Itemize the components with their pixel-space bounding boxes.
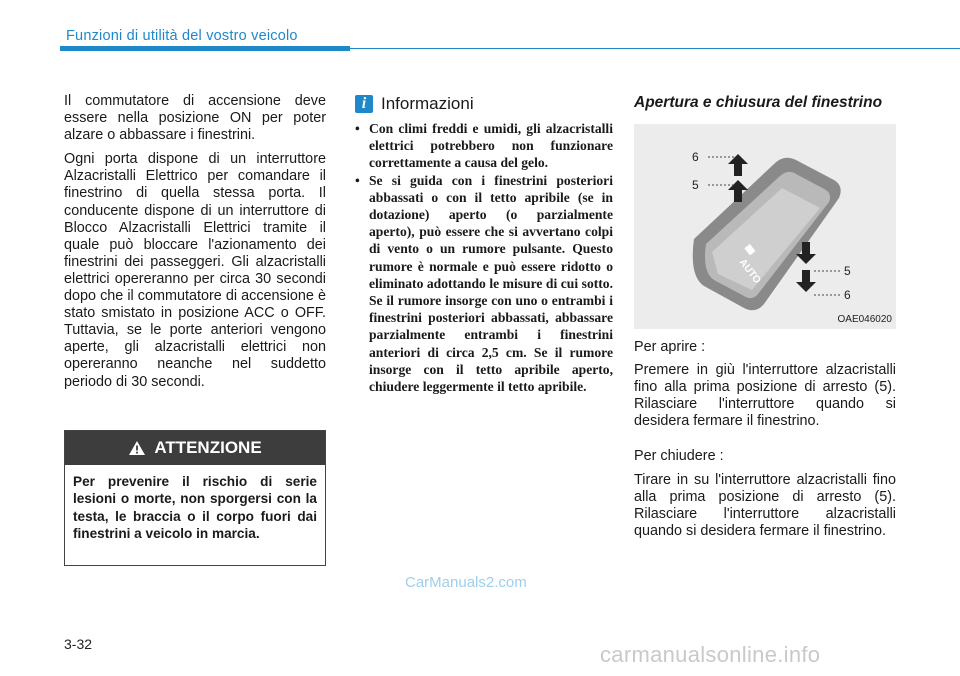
list-item: • Se si guida con i finestrini posteriori abbassati o con il tetto apribile (se in dotazione) aperto (o parzialmente aperto), può essere che si avvertano colpi di vento o un rumore pulsante. Questo rumore è normale e può essere ridotto o eliminato adottando le misure di cui sotto. Se il rumore insorge con uno o entrambi i finestrini posteriori abbassati, abbassare parzialmente entrambi i finestrini anteriori di circa 2,5 cm. Se il rumore insorge con il tetto apribile aperto, chiudere leggermente il tetto apribile.	[355, 172, 613, 396]
warning-box	[64, 430, 326, 566]
info-header	[355, 94, 613, 114]
paragraph: Per aprire :	[634, 339, 706, 355]
figure-code: OAE046020	[837, 314, 892, 325]
footer-watermark: carmanualsonline.info	[600, 642, 821, 667]
warning-title: ATTENZIONE	[154, 438, 262, 457]
info-title: Informazioni	[381, 94, 474, 113]
left-column	[64, 93, 326, 398]
label-5-bottom: 5	[844, 264, 851, 278]
header-bar	[60, 46, 350, 51]
info-icon: i	[355, 95, 373, 113]
paragraph: Ogni porta dispone di un interruttore Alzacristalli Elettrico per comandare il finestrino di quella stessa porta. Il conducente dispone di un interruttore di Blocco Alzacristalli Elettrici tramite il quale può bloccare l'azionamento dei finestrini dei passeggeri. Gli alzacristalli elettrici opereranno per circa 30 secondi dopo che il commutatore di accensione è stato smistato in posizione ACC o OFF. Tuttavia, se le porte anteriori vengono aperte, gli alzacristalli elettrici non opereranno neanche nel suddetto periodo di 30 secondi.	[64, 151, 326, 390]
right-column	[634, 94, 896, 546]
label-6-bottom: 6	[844, 288, 851, 302]
subsection-title: Apertura e chiusura del finestrino	[634, 94, 883, 111]
auto-label: AUTO	[736, 257, 763, 287]
paragraph: Il commutatore di accensione deve essere nella posizione ON per poter alzare o abbassare i finestrini.	[64, 93, 326, 144]
warning-text: Per prevenire il rischio di serie lesioni o morte, non sporgersi con la testa, le braccia o il corpo fuori dai finestrini a veicolo in marcia.	[73, 474, 317, 542]
info-list	[355, 120, 613, 395]
label-5-top: 5	[692, 178, 699, 192]
section-header: Funzioni di utilità del vostro veicolo	[66, 28, 298, 44]
paragraph: Premere in giù l'interruttore alzacristalli fino alla prima posizione di arresto (5). Rilasciare l'interruttore quando si desidera fermare il finestrino.	[634, 362, 896, 430]
window-switch-figure	[634, 124, 896, 329]
middle-column	[355, 94, 613, 395]
paragraph: Per chiudere :	[634, 448, 724, 465]
window-switch-illustration	[634, 124, 896, 329]
header-rule	[350, 48, 960, 49]
page-number: 3-32	[64, 636, 93, 652]
paragraph: Tirare in su l'interruttore alzacristalli fino alla prima posizione di arresto (5). Rilasciare l'interruttore alzacristalli quando si desidera fermare il finestrino.	[634, 471, 896, 539]
label-6-top: 6	[692, 150, 699, 164]
watermark-link[interactable]: CarManuals2.com	[405, 574, 527, 591]
warning-triangle-icon	[128, 440, 146, 456]
warning-header	[65, 431, 325, 465]
list-item: • Con climi freddi e umidi, gli alzacristalli elettrici potrebbero non funzionare correttamente a causa del gelo.	[355, 120, 613, 172]
